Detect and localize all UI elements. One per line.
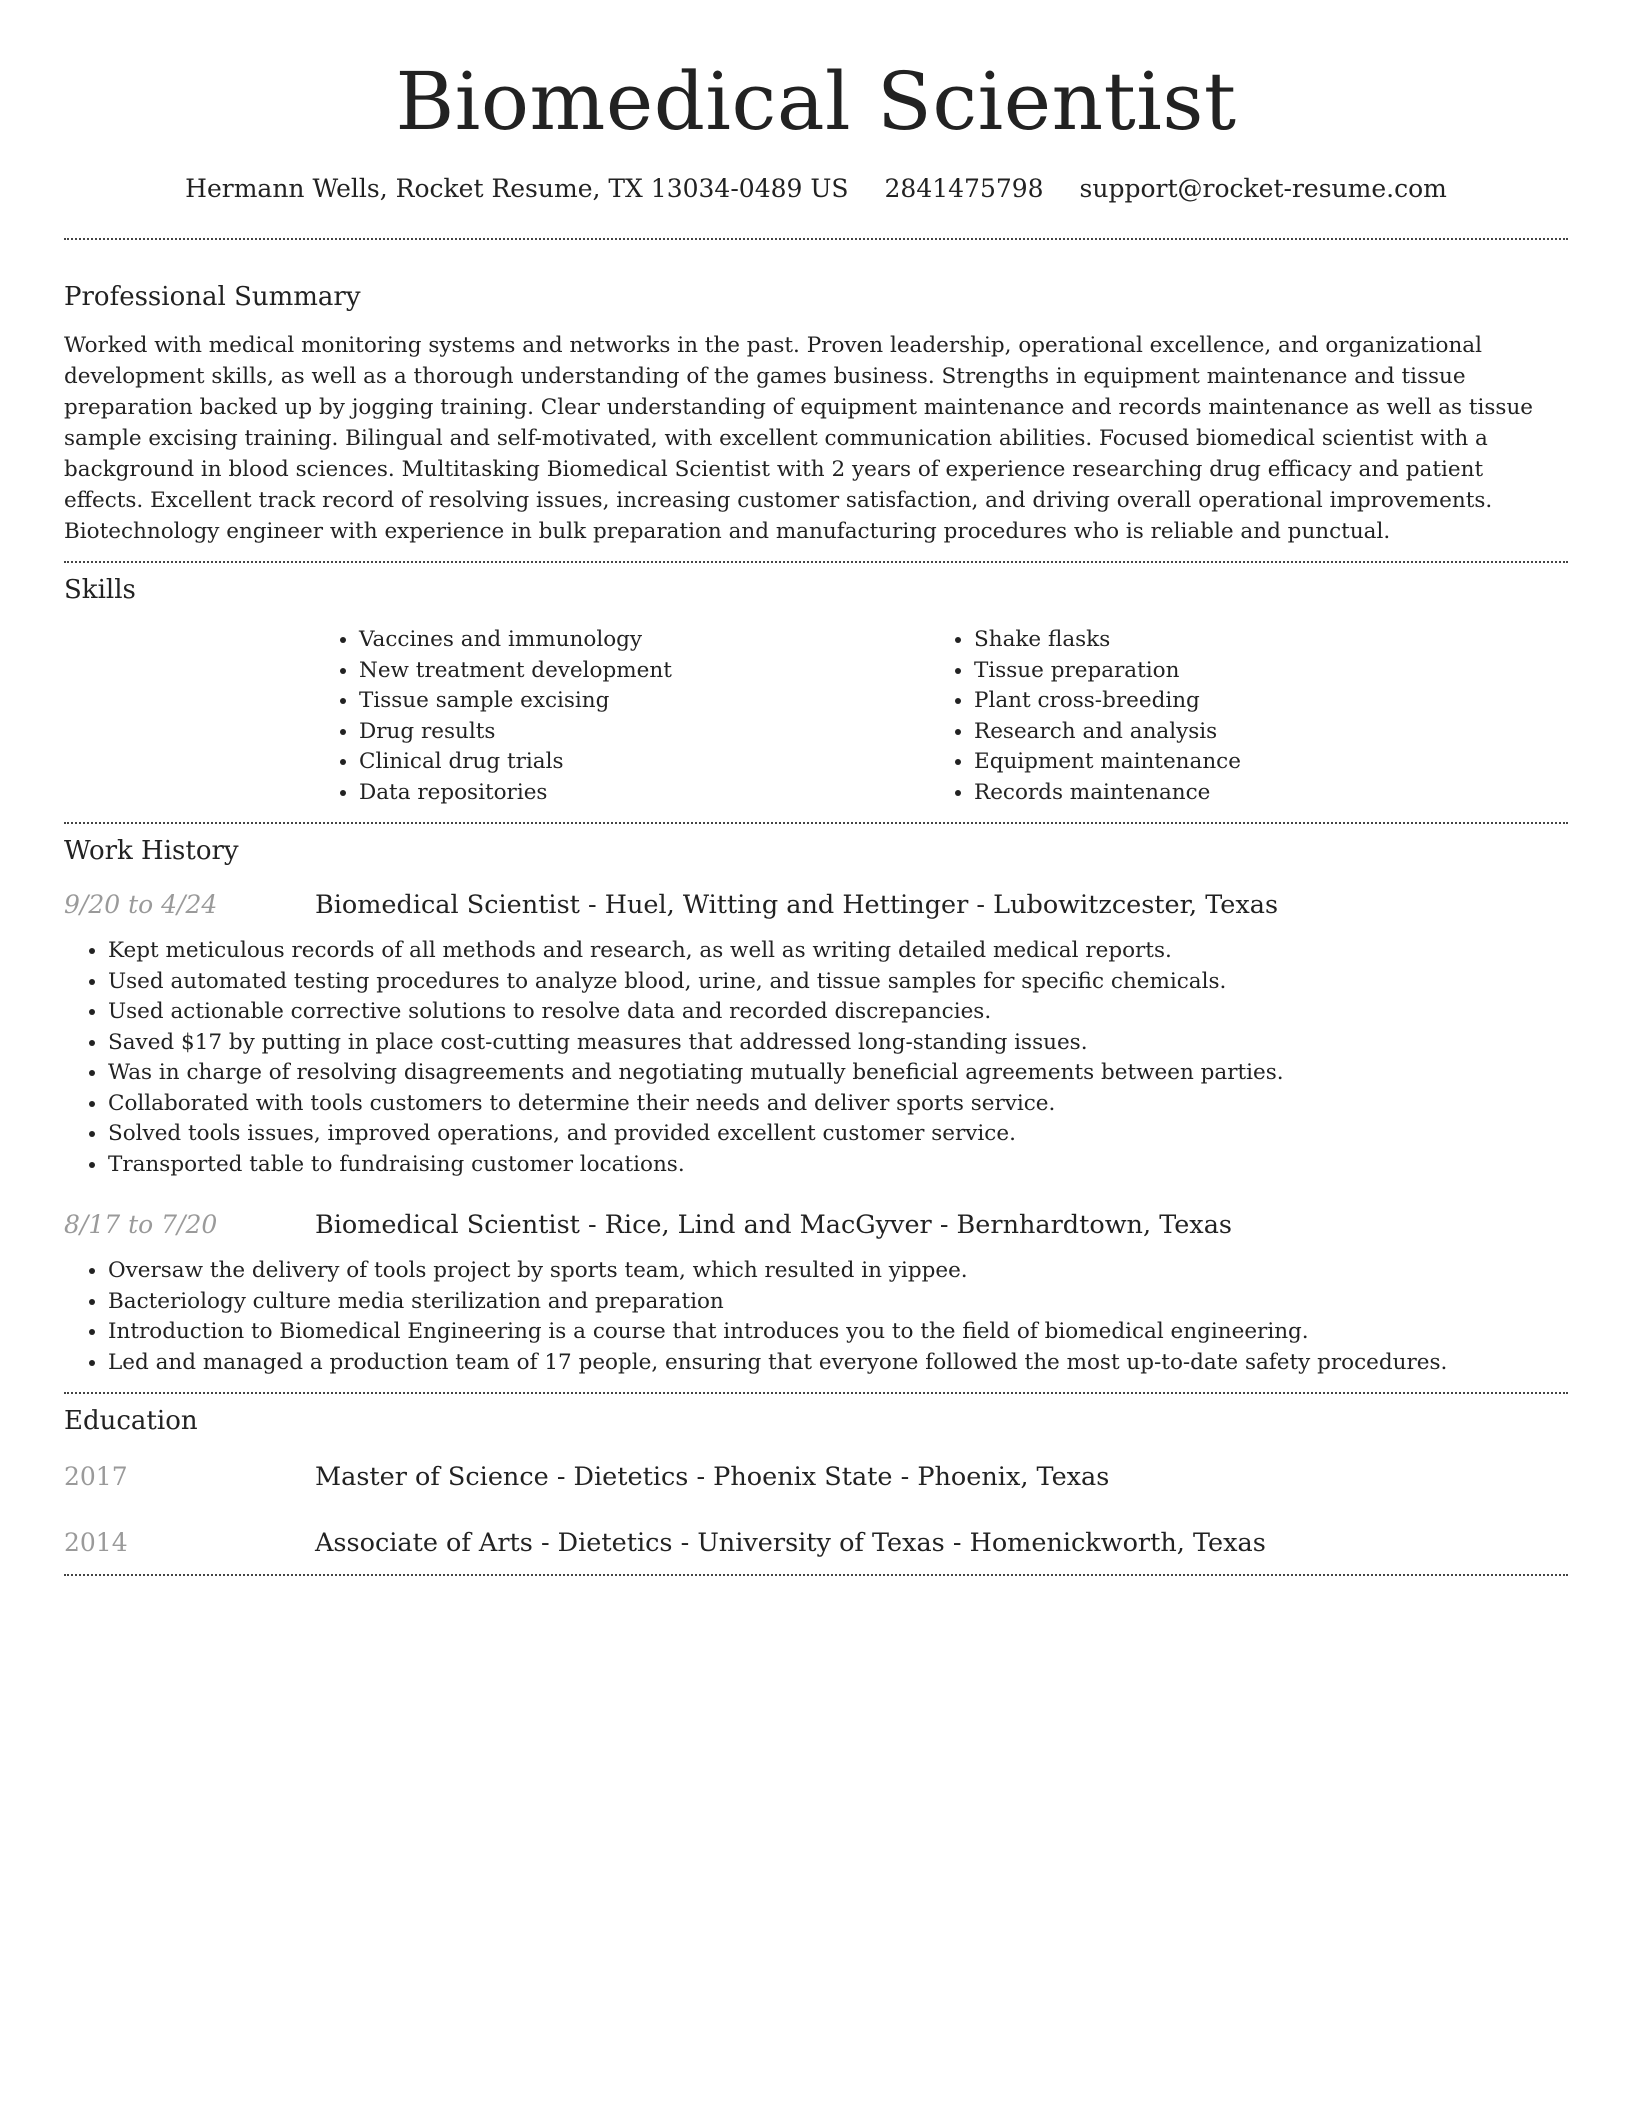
skills-column-right — [930, 625, 1545, 808]
contact-address: Hermann Wells, Rocket Resume, TX 13034-0489 US — [185, 174, 849, 203]
skill-item: • New treatment development — [359, 656, 930, 687]
contact-line — [64, 172, 1568, 206]
job-bullet: • Used actionable corrective solutions to resolve data and recorded discrepancies. — [108, 997, 1568, 1028]
summary-text: Worked with medical monitoring systems and networks in the past. Proven leadership, operational excellence, and organizational development skills, as well as a thorough understanding of the games business. Strengths in equipment maintenance and tissue preparation backed up by jogging training. Clear understanding of equipment maintenance and records maintenance as well as tissue sample excising training. Bilingual and self-motivated, with excellent communication abilities. Focused biomedical scientist with a background in blood sciences. Multitasking Biomedical Scientist with 2 years of experience researching drug efficacy and patient effects. Excellent track record of resolving issues, increasing customer satisfaction, and driving overall operational improvements. Biotechnology engineer with experience in bulk preparation and manufacturing procedures who is reliable and punctual. — [64, 333, 1534, 544]
skill-item: • Data repositories — [359, 778, 930, 809]
skill-item: • Drug results — [359, 717, 930, 748]
skill-item: • Clinical drug trials — [359, 747, 930, 778]
education-entry — [64, 1526, 1568, 1560]
job-entry — [64, 888, 1568, 922]
job-bullet: • Saved $17 by putting in place cost-cutting measures that addressed long-standing issues. — [108, 1028, 1568, 1059]
job-dates: 8/17 to 7/20 — [64, 1210, 218, 1239]
divider — [64, 1392, 1568, 1394]
skills-column-left — [315, 625, 930, 808]
skill-item: • Vaccines and immunology — [359, 625, 930, 656]
job-bullet: • Bacteriology culture media sterilization and preparation — [108, 1287, 1568, 1318]
resume-title: Biomedical Scientist — [395, 55, 1237, 148]
education-year: 2014 — [64, 1528, 128, 1557]
job-bullet: • Introduction to Biomedical Engineering is a course that introduces you to the field of biomedical engineering. — [108, 1317, 1568, 1348]
skill-item: • Tissue sample excising — [359, 686, 930, 717]
contact-email: support@rocket-resume.com — [1079, 174, 1447, 203]
job-title: Biomedical Scientist - Rice, Lind and MacGyver - Bernhardtown, Texas — [315, 1210, 1232, 1240]
job-bullets — [64, 1256, 1568, 1378]
job-bullet: • Used automated testing procedures to analyze blood, urine, and tissue samples for specific chemicals. — [108, 967, 1568, 998]
skill-item: • Equipment maintenance — [974, 747, 1545, 778]
divider — [64, 1574, 1568, 1576]
education-degree: Master of Science - Dietetics - Phoenix State - Phoenix, Texas — [315, 1462, 1110, 1492]
divider — [64, 238, 1568, 240]
job-bullet: • Transported table to fundraising customer locations. — [108, 1150, 1568, 1181]
skills-list-right — [930, 625, 1545, 808]
skill-item: • Research and analysis — [974, 717, 1545, 748]
skills-grid — [315, 625, 1568, 808]
job-bullet: • Was in charge of resolving disagreements and negotiating mutually beneficial agreements between parties. — [108, 1058, 1568, 1089]
divider — [64, 561, 1568, 563]
skill-item: • Shake flasks — [974, 625, 1545, 656]
job-bullet: • Led and managed a production team of 17 people, ensuring that everyone followed the most up-to-date safety procedures. — [108, 1348, 1568, 1379]
resume-page — [64, 0, 1568, 1576]
skill-item: • Plant cross-breeding — [974, 686, 1545, 717]
job-bullet: • Collaborated with tools customers to determine their needs and deliver sports service. — [108, 1089, 1568, 1120]
contact-phone: 2841475798 — [884, 174, 1044, 203]
skill-item: • Tissue preparation — [974, 656, 1545, 687]
skills-list-left — [315, 625, 930, 808]
divider — [64, 822, 1568, 824]
skill-item: • Records maintenance — [974, 778, 1545, 809]
job-bullets — [64, 936, 1568, 1180]
education-heading: Education — [64, 1406, 198, 1436]
work-heading: Work History — [64, 836, 239, 866]
job-dates: 9/20 to 4/24 — [64, 890, 218, 919]
job-title: Biomedical Scientist - Huel, Witting and Hettinger - Lubowitzcester, Texas — [315, 890, 1279, 920]
education-year: 2017 — [64, 1462, 128, 1491]
summary-heading: Professional Summary — [64, 282, 361, 312]
education-entry — [64, 1460, 1568, 1494]
job-bullet: • Kept meticulous records of all methods and research, as well as writing detailed medical reports. — [108, 936, 1568, 967]
education-degree: Associate of Arts - Dietetics - University of Texas - Homenickworth, Texas — [315, 1528, 1266, 1558]
skills-heading: Skills — [64, 575, 136, 605]
job-bullet: • Solved tools issues, improved operations, and provided excellent customer service. — [108, 1119, 1568, 1150]
job-bullet: • Oversaw the delivery of tools project by sports team, which resulted in yippee. — [108, 1256, 1568, 1287]
job-entry — [64, 1208, 1568, 1242]
